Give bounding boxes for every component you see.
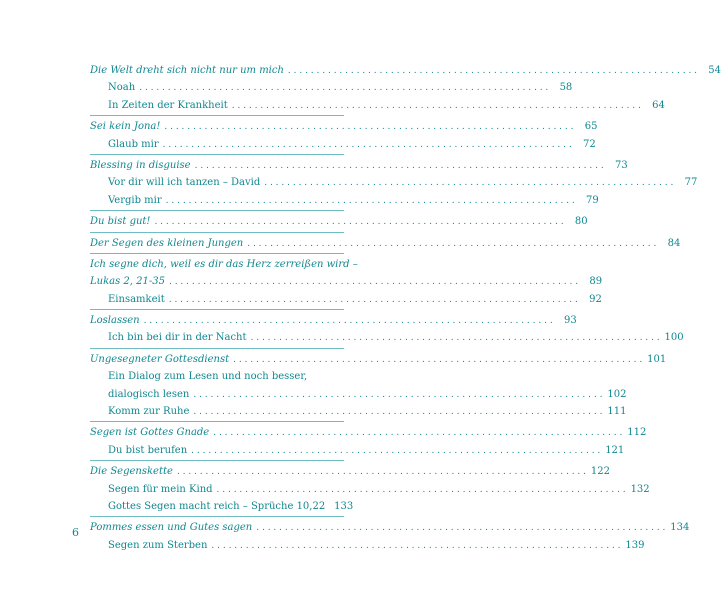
toc-subentry[interactable] [90,174,698,191]
toc-group [90,62,721,114]
toc-entry-page: 111 [607,406,627,418]
toc-entry-page: 64 [652,99,665,111]
toc-chapter-entry[interactable] [90,312,577,329]
toc-leader-dots [288,63,697,80]
toc-entry-page: 79 [586,194,599,206]
toc-leader-dots [193,404,602,421]
toc-group [90,309,684,347]
toc-entry-title: Ein Dialog zum Lesen und noch besser, [108,371,308,383]
toc-chapter-entry[interactable] [90,213,588,230]
toc-entry-title: Segen zum Sterben [108,539,208,551]
toc-entry-page: 112 [627,427,647,439]
toc-entry-title: Komm zur Ruhe [108,406,190,418]
toc-group [90,516,690,554]
toc-entry-title: Lukas 2, 21-35 [90,276,165,288]
toc-chapter-entry[interactable] [90,351,667,368]
toc-entry-title: Gottes Segen macht reich – Sprüche 10,22 [108,500,326,512]
toc-entry-title: Du bist gut! [90,216,151,228]
toc-subentry[interactable] [90,97,665,114]
toc-leader-dots [163,137,572,154]
toc-subentry[interactable] [90,136,596,153]
toc-subentry[interactable] [90,537,645,554]
toc-chapter-entry[interactable] [90,519,690,536]
toc-entry-title: Noah [108,82,136,94]
toc-entry-title: Blessing in disguise [90,159,191,171]
toc-entry-page: 84 [667,237,681,249]
toc-leader-dots [177,464,586,481]
toc-chapter-entry[interactable] [90,463,611,480]
toc-entry-page: 72 [583,138,596,150]
toc-group [90,154,698,209]
toc-group [90,232,681,252]
toc-entry-title: Du bist berufen [108,444,188,456]
toc-entry-title: dialogisch lesen [108,388,190,400]
toc-entry-page: 133 [334,500,354,512]
toc-chapter-entry[interactable] [90,256,358,273]
toc-entry-page: 122 [590,466,611,478]
page-number: 6 [72,526,79,539]
toc-entry-page: 89 [589,276,603,288]
toc-entry-page: 92 [589,293,602,305]
toc-leader-dots [169,292,578,309]
toc-group [90,460,650,515]
toc-entry-title: Vergib mir [108,194,162,206]
toc-entry-page: 54 [708,65,721,76]
toc-chapter-entry[interactable] [90,118,598,135]
toc-entry-title: Pommes essen und Gutes sagen [90,522,253,534]
toc-entry-page: 93 [563,315,577,327]
toc-leader-dots [169,274,578,291]
toc-chapter-entry[interactable] [90,424,647,441]
toc-leader-dots [217,482,626,499]
toc-entry-title: Ungesegneter Gottesdienst [90,353,230,365]
toc-chapter-entry[interactable] [90,273,603,290]
toc-entry-page: 80 [574,216,588,228]
toc-entry-page: 121 [605,444,625,456]
toc-entry-page: 101 [647,353,667,365]
toc-chapter-entry[interactable] [90,157,628,174]
toc-leader-dots [164,119,573,136]
toc-entry-title: Ich segne dich, weil es dir das Herz zerreißen wird – [90,258,358,270]
toc-leader-dots [154,214,563,231]
toc-entry-page: 100 [664,332,684,344]
toc-chapter-entry[interactable] [90,235,681,252]
toc-subentry[interactable] [90,291,602,308]
toc-leader-dots [247,236,656,253]
toc-group [90,115,598,153]
toc-entry-title: Segen für mein Kind [108,483,213,495]
toc-leader-dots [264,175,673,192]
toc-entry-title: Loslassen [90,315,140,327]
toc-leader-dots [144,313,553,330]
toc-leader-dots [211,538,620,555]
toc-entry-title: Ich bin bei dir in der Nacht [108,332,247,344]
toc-subentry[interactable] [90,481,650,498]
toc-chapter-entry[interactable] [90,62,721,79]
toc-leader-dots [166,193,575,210]
toc-subentry[interactable] [90,386,627,403]
toc-entry-page: 102 [607,388,627,400]
table-of-contents [90,62,721,554]
toc-leader-dots [191,443,600,460]
toc-entry-page: 65 [584,121,598,133]
toc-leader-dots [251,330,660,347]
toc-entry-page: 77 [684,177,698,189]
toc-group [90,210,588,230]
toc-subentry[interactable] [90,329,684,346]
toc-entry-page: 58 [559,82,573,94]
toc-subentry[interactable] [90,368,344,385]
toc-entry-title: Vor dir will ich tanzen – David [108,177,261,189]
toc-group [90,421,647,459]
toc-entry-page: 134 [670,522,690,534]
toc-entry-page: 132 [630,483,650,495]
toc-subentry[interactable] [90,442,625,459]
toc-entry-title: Einsamkeit [108,293,165,305]
toc-group [90,348,667,421]
toc-leader-dots [139,80,548,97]
toc-subentry[interactable] [90,192,599,209]
toc-leader-dots [193,387,602,404]
toc-subentry[interactable] [90,403,627,420]
toc-entry-title: Glaub mir [108,138,159,150]
toc-subentry[interactable] [90,79,573,96]
toc-group [90,253,603,308]
toc-leader-dots [232,98,641,115]
toc-leader-dots [213,425,622,442]
toc-subentry[interactable] [90,498,354,515]
toc-entry-title: Sei kein Jona! [90,121,161,133]
toc-entry-title: Segen ist Gottes Gnade [90,427,210,439]
toc-leader-dots [195,158,604,175]
toc-entry-title: Die Segenskette [90,466,173,478]
toc-entry-title: In Zeiten der Krankheit [108,99,228,111]
toc-entry-title: Die Welt dreht sich nicht nur um mich [90,65,284,76]
toc-entry-page: 139 [625,539,645,551]
toc-entry-page: 73 [614,159,628,171]
toc-leader-dots [256,520,665,537]
toc-entry-title: Der Segen des kleinen Jungen [90,237,244,249]
toc-leader-dots [233,352,642,369]
